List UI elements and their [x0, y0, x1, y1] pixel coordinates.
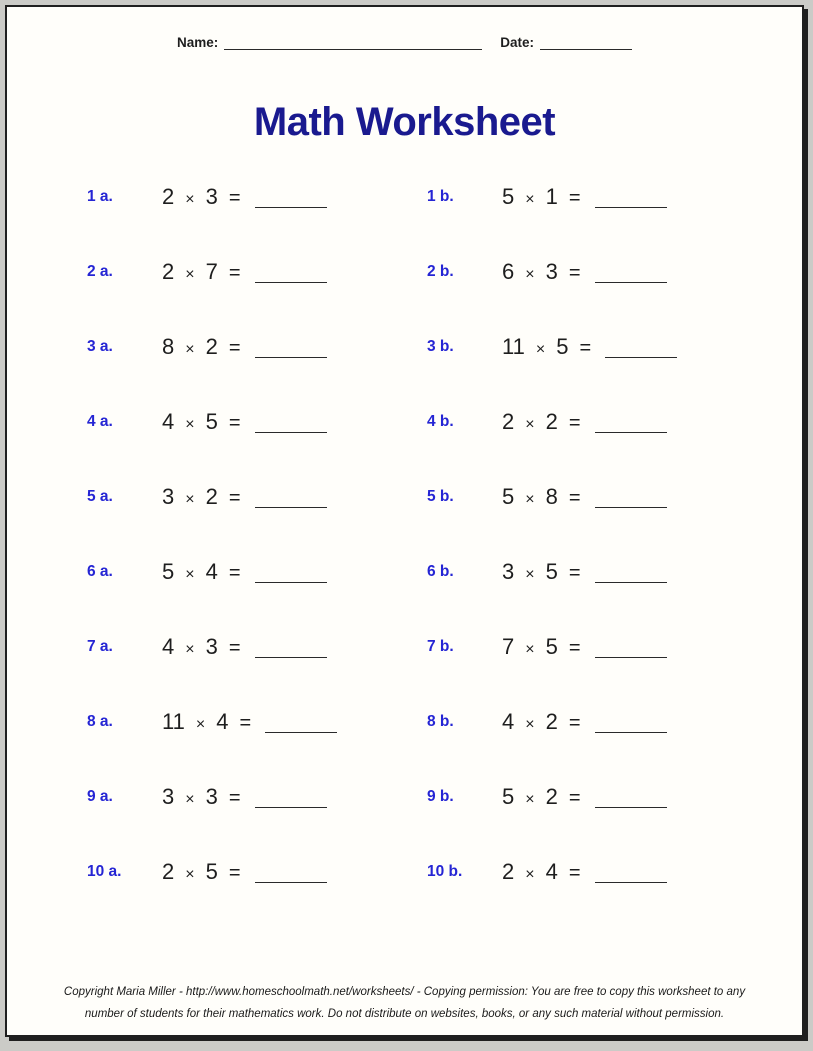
answer-blank-8a — [265, 732, 337, 733]
problem-5b — [427, 459, 802, 534]
footer-line-2: number of students for their mathematics work. Do not distribute on websites, books, or any such material without permission. — [84, 1008, 725, 1020]
times-sign: × — [525, 265, 535, 283]
times-sign: × — [185, 865, 195, 883]
problem-expression-6b — [502, 559, 667, 585]
factor2: 2 — [545, 783, 558, 809]
factor1: 8 — [162, 333, 175, 359]
problem-label-7a: 7 a. — [87, 637, 113, 655]
problem-expression-5b — [502, 484, 667, 510]
factor2: 5 — [545, 558, 558, 584]
problem-label-6b: 6 b. — [427, 562, 454, 580]
problem-label-9a: 9 a. — [87, 787, 113, 805]
answer-blank-2a — [255, 282, 327, 283]
problem-4b — [427, 384, 802, 459]
problem-expression-4b — [502, 409, 667, 435]
factor2: 3 — [545, 258, 558, 284]
equals-sign: = — [228, 261, 241, 284]
equals-sign: = — [568, 561, 581, 584]
answer-blank-4a — [255, 432, 327, 433]
problem-3b — [427, 309, 802, 384]
name-label: Name: — [176, 35, 219, 50]
problem-expression-2a — [162, 259, 327, 285]
date-blank-line — [540, 49, 632, 50]
factor2: 2 — [545, 408, 558, 434]
factor1: 3 — [502, 558, 515, 584]
factor1: 4 — [162, 408, 175, 434]
factor2: 4 — [216, 708, 229, 734]
problems-grid — [7, 159, 802, 909]
problem-label-1a: 1 a. — [87, 187, 113, 205]
footer-line-1: Copyright Maria Miller - http://www.homeschoolmath.net/worksheets/ - Copying permission: You are free to copy this worksheet to any — [63, 986, 746, 998]
factor2: 2 — [205, 333, 218, 359]
copyright-footer — [7, 981, 802, 1025]
factor1: 5 — [502, 483, 515, 509]
problem-6b — [427, 534, 802, 609]
factor1: 6 — [502, 258, 515, 284]
factor2: 7 — [205, 258, 218, 284]
factor2: 5 — [205, 858, 218, 884]
equals-sign: = — [228, 336, 241, 359]
factor1: 2 — [502, 858, 515, 884]
problem-8b — [427, 684, 802, 759]
answer-blank-4b — [595, 432, 667, 433]
problem-label-2a: 2 a. — [87, 262, 113, 280]
equals-sign: = — [228, 861, 241, 884]
equals-sign: = — [228, 561, 241, 584]
problem-label-6a: 6 a. — [87, 562, 113, 580]
problem-label-8a: 8 a. — [87, 712, 113, 730]
problem-label-8b: 8 b. — [427, 712, 454, 730]
answer-blank-6b — [595, 582, 667, 583]
problem-label-5b: 5 b. — [427, 487, 454, 505]
worksheet-title: Math Worksheet — [253, 100, 556, 144]
times-sign: × — [195, 715, 206, 733]
date-label: Date: — [500, 35, 535, 50]
times-sign: × — [525, 865, 535, 883]
factor1: 5 — [162, 558, 175, 584]
factor2: 5 — [205, 408, 218, 434]
equals-sign: = — [568, 486, 581, 509]
equals-sign: = — [228, 786, 241, 809]
equals-sign: = — [228, 186, 241, 209]
problem-7b — [427, 609, 802, 684]
factor1: 11 — [502, 333, 525, 359]
factor1: 7 — [502, 633, 515, 659]
equals-sign: = — [568, 861, 581, 884]
times-sign: × — [525, 640, 535, 658]
factor2: 3 — [205, 783, 218, 809]
problem-expression-3b — [502, 334, 677, 360]
factor1: 2 — [162, 858, 175, 884]
problem-1b — [427, 159, 802, 234]
answer-blank-1b — [595, 207, 667, 208]
problem-expression-1b — [502, 184, 667, 210]
problem-expression-8b — [502, 709, 667, 735]
times-sign: × — [525, 715, 535, 733]
factor1: 5 — [502, 183, 515, 209]
problem-expression-4a — [162, 409, 327, 435]
factor2: 3 — [205, 183, 218, 209]
answer-blank-10a — [255, 882, 327, 883]
answer-blank-5a — [255, 507, 327, 508]
problem-label-7b: 7 b. — [427, 637, 454, 655]
times-sign: × — [185, 565, 195, 583]
factor1: 4 — [502, 708, 515, 734]
problem-expression-10a — [162, 859, 327, 885]
equals-sign: = — [568, 636, 581, 659]
problem-expression-2b — [502, 259, 667, 285]
problem-label-4a: 4 a. — [87, 412, 113, 430]
problem-label-2b: 2 b. — [427, 262, 454, 280]
factor2: 1 — [545, 183, 558, 209]
factor1: 4 — [162, 633, 175, 659]
factor1: 3 — [162, 483, 175, 509]
problem-label-9b: 9 b. — [427, 787, 454, 805]
factor2: 8 — [545, 483, 558, 509]
problem-expression-9a — [162, 784, 327, 810]
problem-expression-3a — [162, 334, 327, 360]
factor1: 3 — [162, 783, 175, 809]
problem-7a — [87, 609, 427, 684]
name-blank-line — [224, 49, 482, 50]
equals-sign: = — [568, 186, 581, 209]
answer-blank-10b — [595, 882, 667, 883]
times-sign: × — [185, 340, 195, 358]
equals-sign: = — [568, 261, 581, 284]
problem-8a — [87, 684, 427, 759]
times-sign: × — [525, 490, 535, 508]
problem-10b — [427, 834, 802, 909]
factor2: 3 — [205, 633, 218, 659]
times-sign: × — [185, 790, 195, 808]
problem-label-10a: 10 a. — [87, 862, 122, 880]
equals-sign: = — [239, 711, 252, 734]
times-sign: × — [185, 265, 195, 283]
times-sign: × — [535, 340, 546, 358]
answer-blank-9b — [595, 807, 667, 808]
problem-9b — [427, 759, 802, 834]
problem-9a — [87, 759, 427, 834]
problem-label-1b: 1 b. — [427, 187, 454, 205]
answer-blank-6a — [255, 582, 327, 583]
equals-sign: = — [228, 486, 241, 509]
equals-sign: = — [228, 411, 241, 434]
factor2: 2 — [545, 708, 558, 734]
problem-label-10b: 10 b. — [427, 862, 463, 880]
equals-sign: = — [568, 411, 581, 434]
times-sign: × — [185, 490, 195, 508]
times-sign: × — [185, 640, 195, 658]
problem-expression-7a — [162, 634, 327, 660]
problem-2b — [427, 234, 802, 309]
problem-label-4b: 4 b. — [427, 412, 454, 430]
equals-sign: = — [579, 336, 592, 359]
times-sign: × — [525, 790, 535, 808]
problem-6a — [87, 534, 427, 609]
problem-expression-6a — [162, 559, 327, 585]
answer-blank-3b — [605, 357, 677, 358]
problem-5a — [87, 459, 427, 534]
factor1: 5 — [502, 783, 515, 809]
factor2: 4 — [545, 858, 558, 884]
answer-blank-8b — [595, 732, 667, 733]
problem-label-3a: 3 a. — [87, 337, 113, 355]
times-sign: × — [525, 415, 535, 433]
worksheet-page — [5, 5, 804, 1037]
equals-sign: = — [568, 711, 581, 734]
factor1: 2 — [162, 258, 175, 284]
problem-expression-9b — [502, 784, 667, 810]
times-sign: × — [185, 415, 195, 433]
problem-1a — [87, 159, 427, 234]
factor2: 2 — [205, 483, 218, 509]
problem-4a — [87, 384, 427, 459]
times-sign: × — [525, 565, 535, 583]
answer-blank-7b — [595, 657, 667, 658]
times-sign: × — [185, 190, 195, 208]
answer-blank-3a — [255, 357, 327, 358]
problem-10a — [87, 834, 427, 909]
factor1: 11 — [162, 708, 185, 734]
answer-blank-9a — [255, 807, 327, 808]
problem-expression-7b — [502, 634, 667, 660]
equals-sign: = — [568, 786, 581, 809]
factor1: 2 — [162, 183, 175, 209]
problem-expression-5a — [162, 484, 327, 510]
name-date-row — [7, 35, 802, 50]
answer-blank-7a — [255, 657, 327, 658]
factor2: 4 — [205, 558, 218, 584]
times-sign: × — [525, 190, 535, 208]
factor1: 2 — [502, 408, 515, 434]
answer-blank-5b — [595, 507, 667, 508]
factor2: 5 — [556, 333, 569, 359]
problem-3a — [87, 309, 427, 384]
factor2: 5 — [545, 633, 558, 659]
problem-label-5a: 5 a. — [87, 487, 113, 505]
problem-expression-10b — [502, 859, 667, 885]
problem-expression-1a — [162, 184, 327, 210]
problem-expression-8a — [162, 709, 337, 735]
answer-blank-2b — [595, 282, 667, 283]
answer-blank-1a — [255, 207, 327, 208]
problem-2a — [87, 234, 427, 309]
equals-sign: = — [228, 636, 241, 659]
problem-label-3b: 3 b. — [427, 337, 454, 355]
